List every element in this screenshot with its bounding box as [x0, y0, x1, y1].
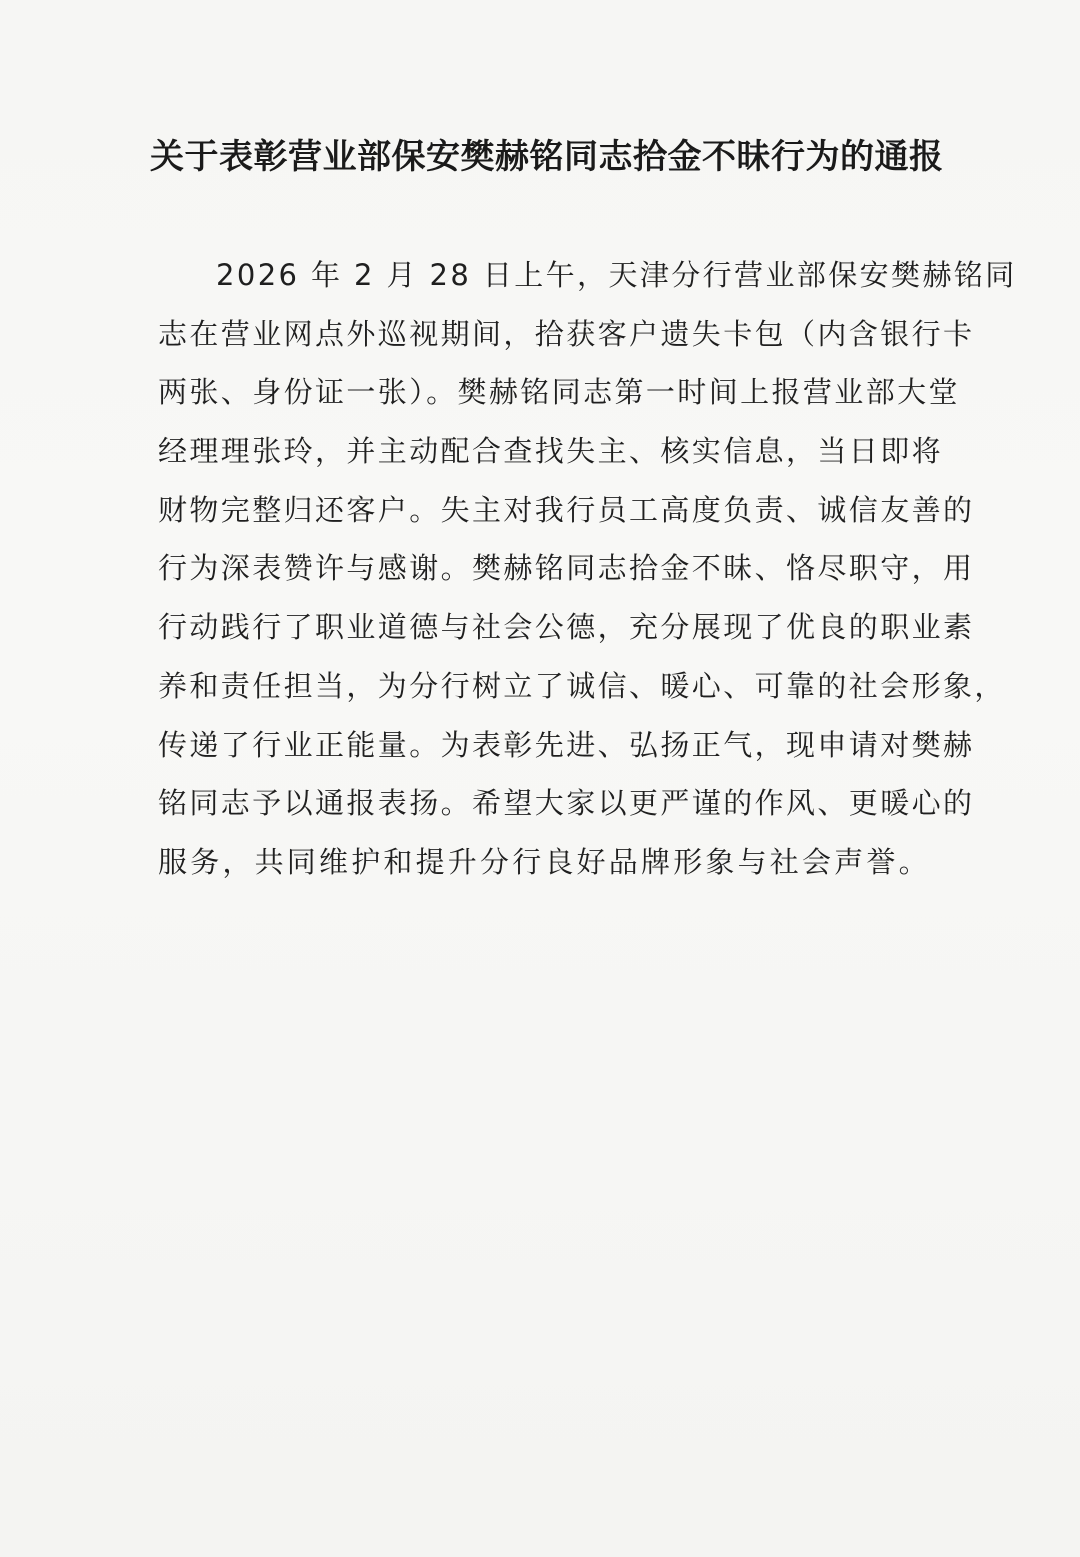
body-line: 传递了行业正能量。为表彰先进、弘扬正气，现申请对樊赫: [158, 727, 975, 762]
body-line: 两张、身份证一张）。樊赫铭同志第一时间上报营业部大堂: [158, 375, 960, 410]
document-body: [158, 246, 1017, 892]
document-title: 关于表彰营业部保安樊赫铭同志拾金不昧行为的通报: [150, 137, 944, 177]
body-line: 财物完整归还客户。失主对我行员工高度负责、诚信友善的: [158, 492, 975, 527]
body-line: 铭同志予以通报表扬。希望大家以更严谨的作风、更暖心的: [158, 786, 975, 821]
body-line: 志在营业网点外巡视期间，拾获客户遗失卡包（内含银行卡: [158, 316, 975, 351]
body-line: 服务，共同维护和提升分行良好品牌形象与社会声誉。: [158, 844, 931, 879]
body-line: 经理理张玲，并主动配合查找失主、核实信息，当日即将: [158, 434, 944, 469]
body-line: 养和责任担当，为分行树立了诚信、暖心、可靠的社会形象，: [158, 668, 1006, 703]
body-line: 行动践行了职业道德与社会公德，充分展现了优良的职业素: [158, 610, 975, 645]
body-line: 2026 年 2 月 28 日上午，天津分行营业部保安樊赫铭同: [216, 258, 1017, 292]
body-line: 行为深表赞许与感谢。樊赫铭同志拾金不昧、恪尽职守，用: [158, 551, 975, 586]
